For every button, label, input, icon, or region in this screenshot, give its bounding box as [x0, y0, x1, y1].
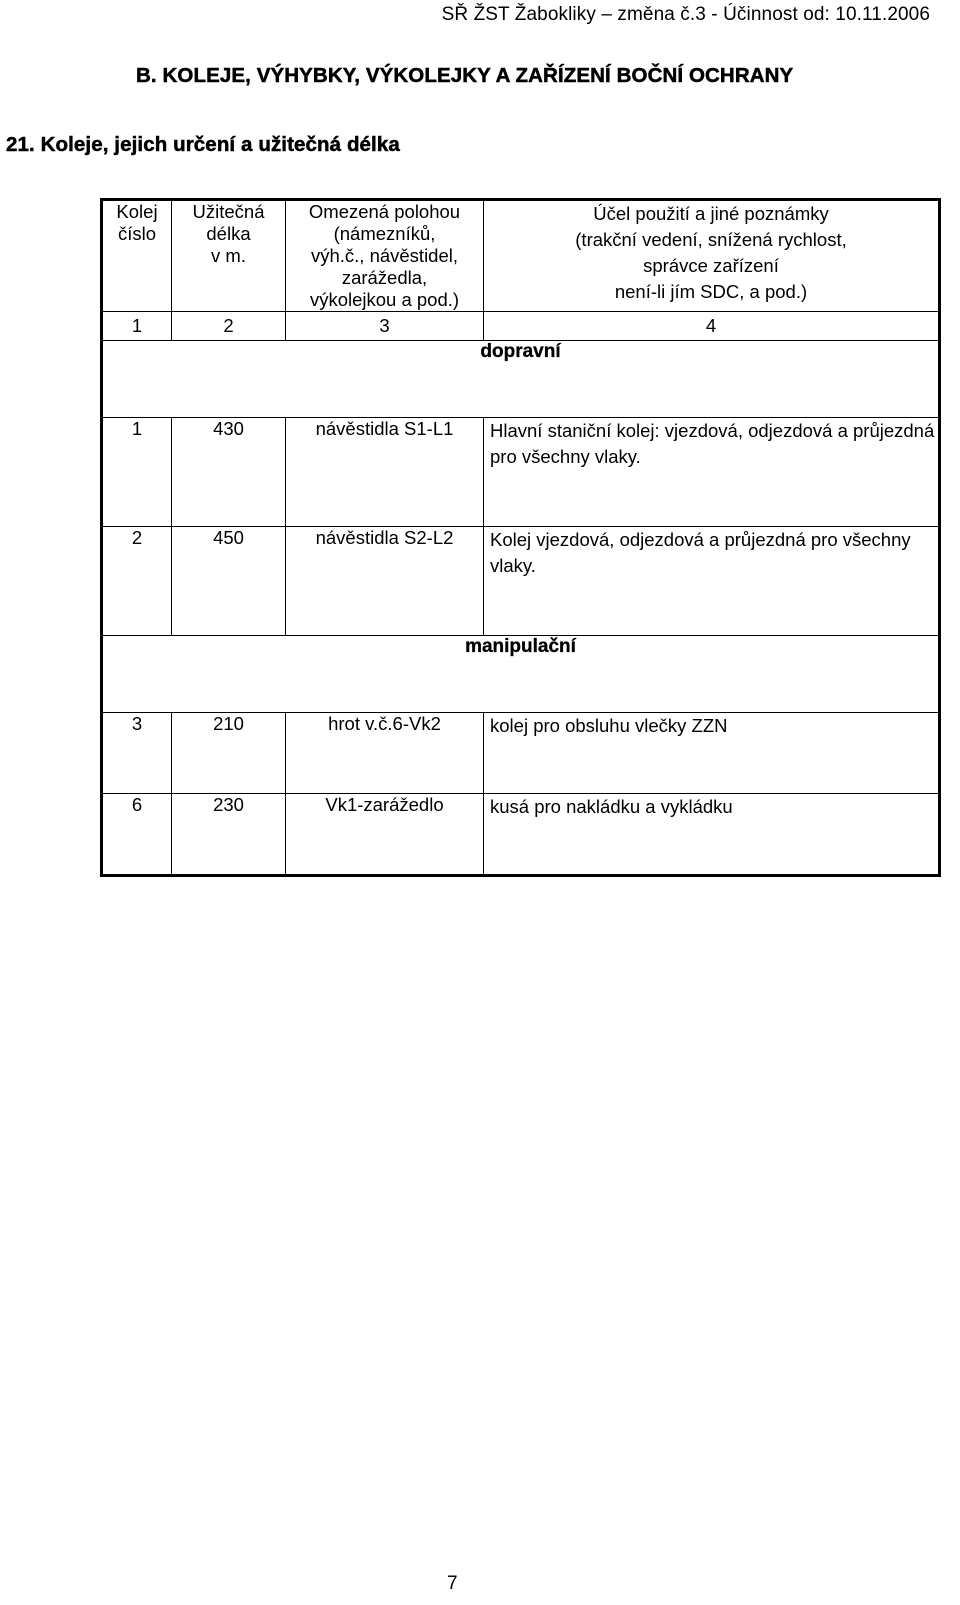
page-number: 7: [447, 1573, 458, 1594]
purpose-note: Kolej vjezdová, odjezdová a průjezdná pro všechny vlaky.: [484, 527, 940, 636]
header-useful-length: Užitečná délka v m.: [172, 200, 286, 312]
limited-by: návěstidla S1-L1: [286, 418, 484, 527]
track-number: 2: [102, 527, 172, 636]
track-number: 1: [102, 418, 172, 527]
page-header: SŘ ŽST Žabokliky – změna č.3 - Účinnost od: 10.11.2006: [441, 4, 930, 25]
category-label: dopravní: [102, 341, 940, 418]
limited-by: Vk1-zarážedlo: [286, 794, 484, 876]
table-row: [102, 794, 940, 876]
table-row: [102, 713, 940, 794]
category-row-dopravni: [102, 341, 940, 418]
useful-length: 430: [172, 418, 286, 527]
section-title: B. KOLEJE, VÝHYBKY, VÝKOLEJKY A ZAŘÍZENÍ BOČNÍ OCHRANY: [136, 64, 794, 87]
header-limited-by: Omezená polohou (námezníků, výh.č., návěstidel, zarážedla, výkolejkou a pod.): [286, 200, 484, 312]
subsection-title: 21. Koleje, jejich určení a užitečná délka: [6, 133, 400, 156]
table-row: [102, 418, 940, 527]
track-number: 6: [102, 794, 172, 876]
table-header-row: [102, 200, 940, 312]
purpose-note: kolej pro obsluhu vlečky ZZN: [484, 713, 940, 794]
column-number: 3: [286, 312, 484, 341]
useful-length: 230: [172, 794, 286, 876]
column-number: 1: [102, 312, 172, 341]
column-number: 4: [484, 312, 940, 341]
category-label: manipulační: [102, 636, 940, 713]
header-purpose: Účel použití a jiné poznámky (trakční vedení, snížená rychlost, správce zařízení není-li jím SDC, a pod.): [484, 200, 940, 312]
track-number: 3: [102, 713, 172, 794]
tracks-table: [100, 198, 941, 877]
limited-by: návěstidla S2-L2: [286, 527, 484, 636]
limited-by: hrot v.č.6-Vk2: [286, 713, 484, 794]
useful-length: 210: [172, 713, 286, 794]
purpose-note: kusá pro nakládku a vykládku: [484, 794, 940, 876]
header-track-number: Kolej číslo: [102, 200, 172, 312]
useful-length: 450: [172, 527, 286, 636]
column-number: 2: [172, 312, 286, 341]
column-number-row: [102, 312, 940, 341]
category-row-manipulacni: [102, 636, 940, 713]
table-row: [102, 527, 940, 636]
purpose-note: Hlavní staniční kolej: vjezdová, odjezdová a průjezdná pro všechny vlaky.: [484, 418, 940, 527]
